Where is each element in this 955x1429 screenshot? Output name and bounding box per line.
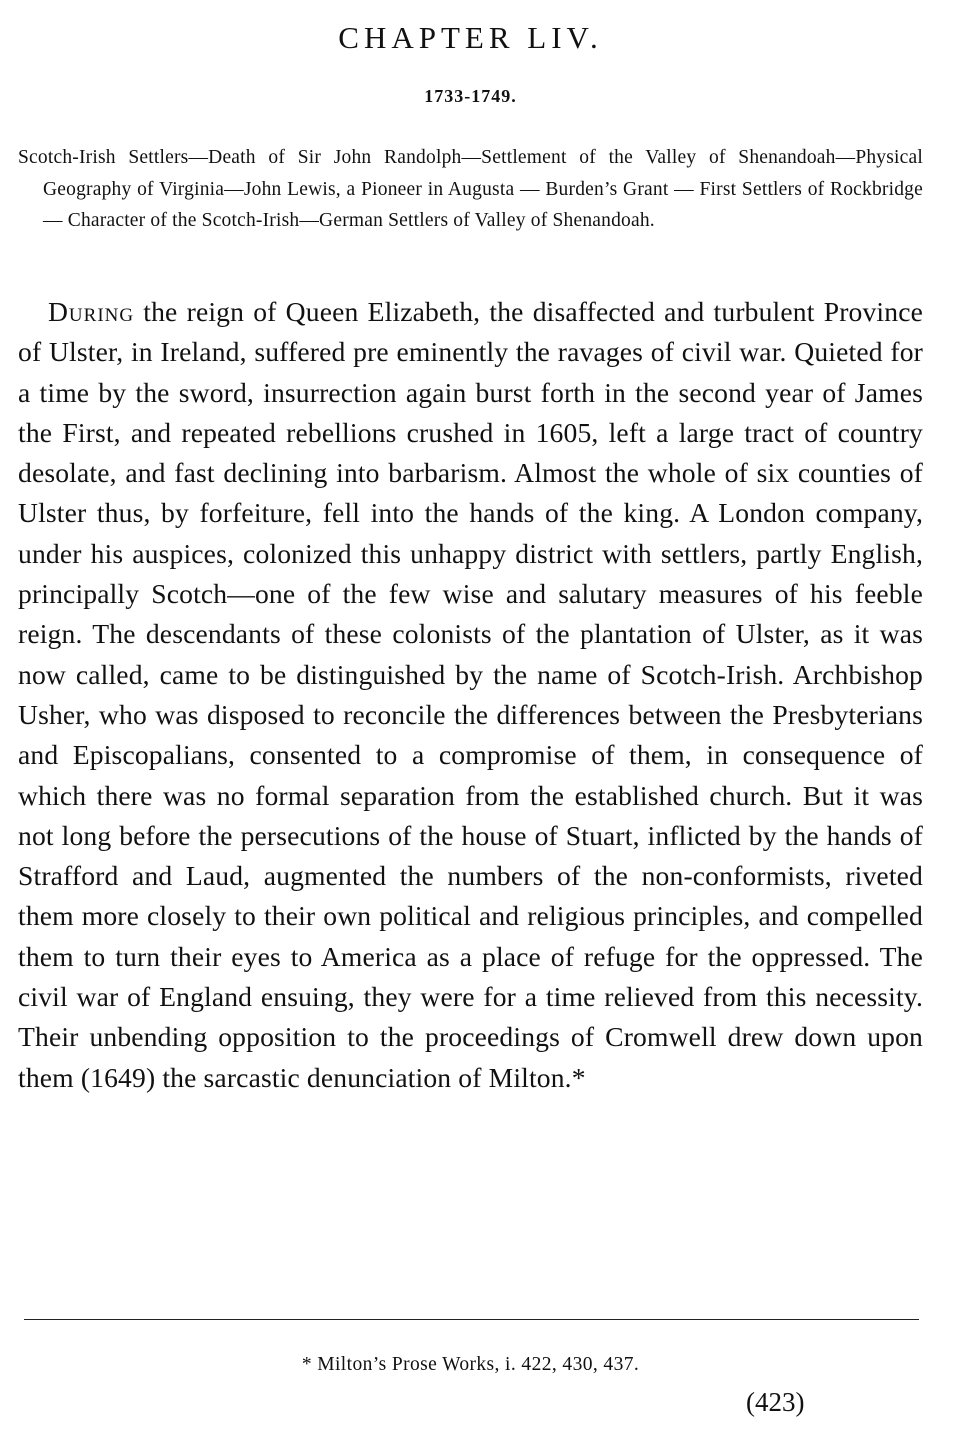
footnote-divider [24, 1319, 919, 1320]
body-text: the reign of Queen Elizabeth, the disaffected and turbulent Province of Ulster, in Ireland, suffered pre eminently the ravages of civil war. Quieted for a time by the sword, insurrection again burst forth in the second year of James the First, and repeated rebellions crushed in 1605, left a large tract of country desolate, and fast declining into barbarism. Almost the whole of six counties of Ulster thus, by forfeiture, fell into the hands of the king. A London company, under his auspices, colonized this unhappy district with settlers, partly English, principally Scotch—one of the few wise and salutary measures of his feeble reign. The descendants of these colonists of the plantation of Ulster, as it was now called, came to be distinguished by the name of Scotch-Irish. Archbishop Usher, who was disposed to reconcile the differences between the Presbyterians and Episcopalians, consented to a compromise of them, in consequence of which there was no formal separation from the established church. But it was not long before the persecutions of the house of Stuart, inflicted by the hands of Strafford and Laud, augmented the numbers of the non-conformists, riveted them more closely to their own political and religious principles, and compelled them to turn their eyes to America as a place of refuge for the oppressed. The civil war of England ensuing, they were for a time relieved from this necessity. Their unbending opposition to the proceedings of Cromwell drew down upon them (1649) the sarcastic denunciation of Milton.* [18, 296, 923, 1093]
footnote: * Milton’s Prose Works, i. 422, 430, 437. [301, 1354, 640, 1375]
chapter-years: 1733-1749. [424, 86, 517, 106]
page-number: (423) [746, 1387, 805, 1417]
chapter-synopsis: Scotch-Irish Settlers—Death of Sir John Randolph—Settlement of the Valley of Shenandoah—Physical Geography of Virginia—John Lewis, a Pioneer in Augusta — Burden’s Grant — First Settlers of Rockbridge — Character of the Scotch-Irish—German Settlers of Valley of Shenandoah. [18, 147, 923, 231]
lead-word: During [48, 296, 135, 327]
book-page [18, 0, 923, 1429]
body-paragraph [18, 292, 923, 1098]
chapter-title: CHAPTER LIV. [338, 20, 603, 55]
